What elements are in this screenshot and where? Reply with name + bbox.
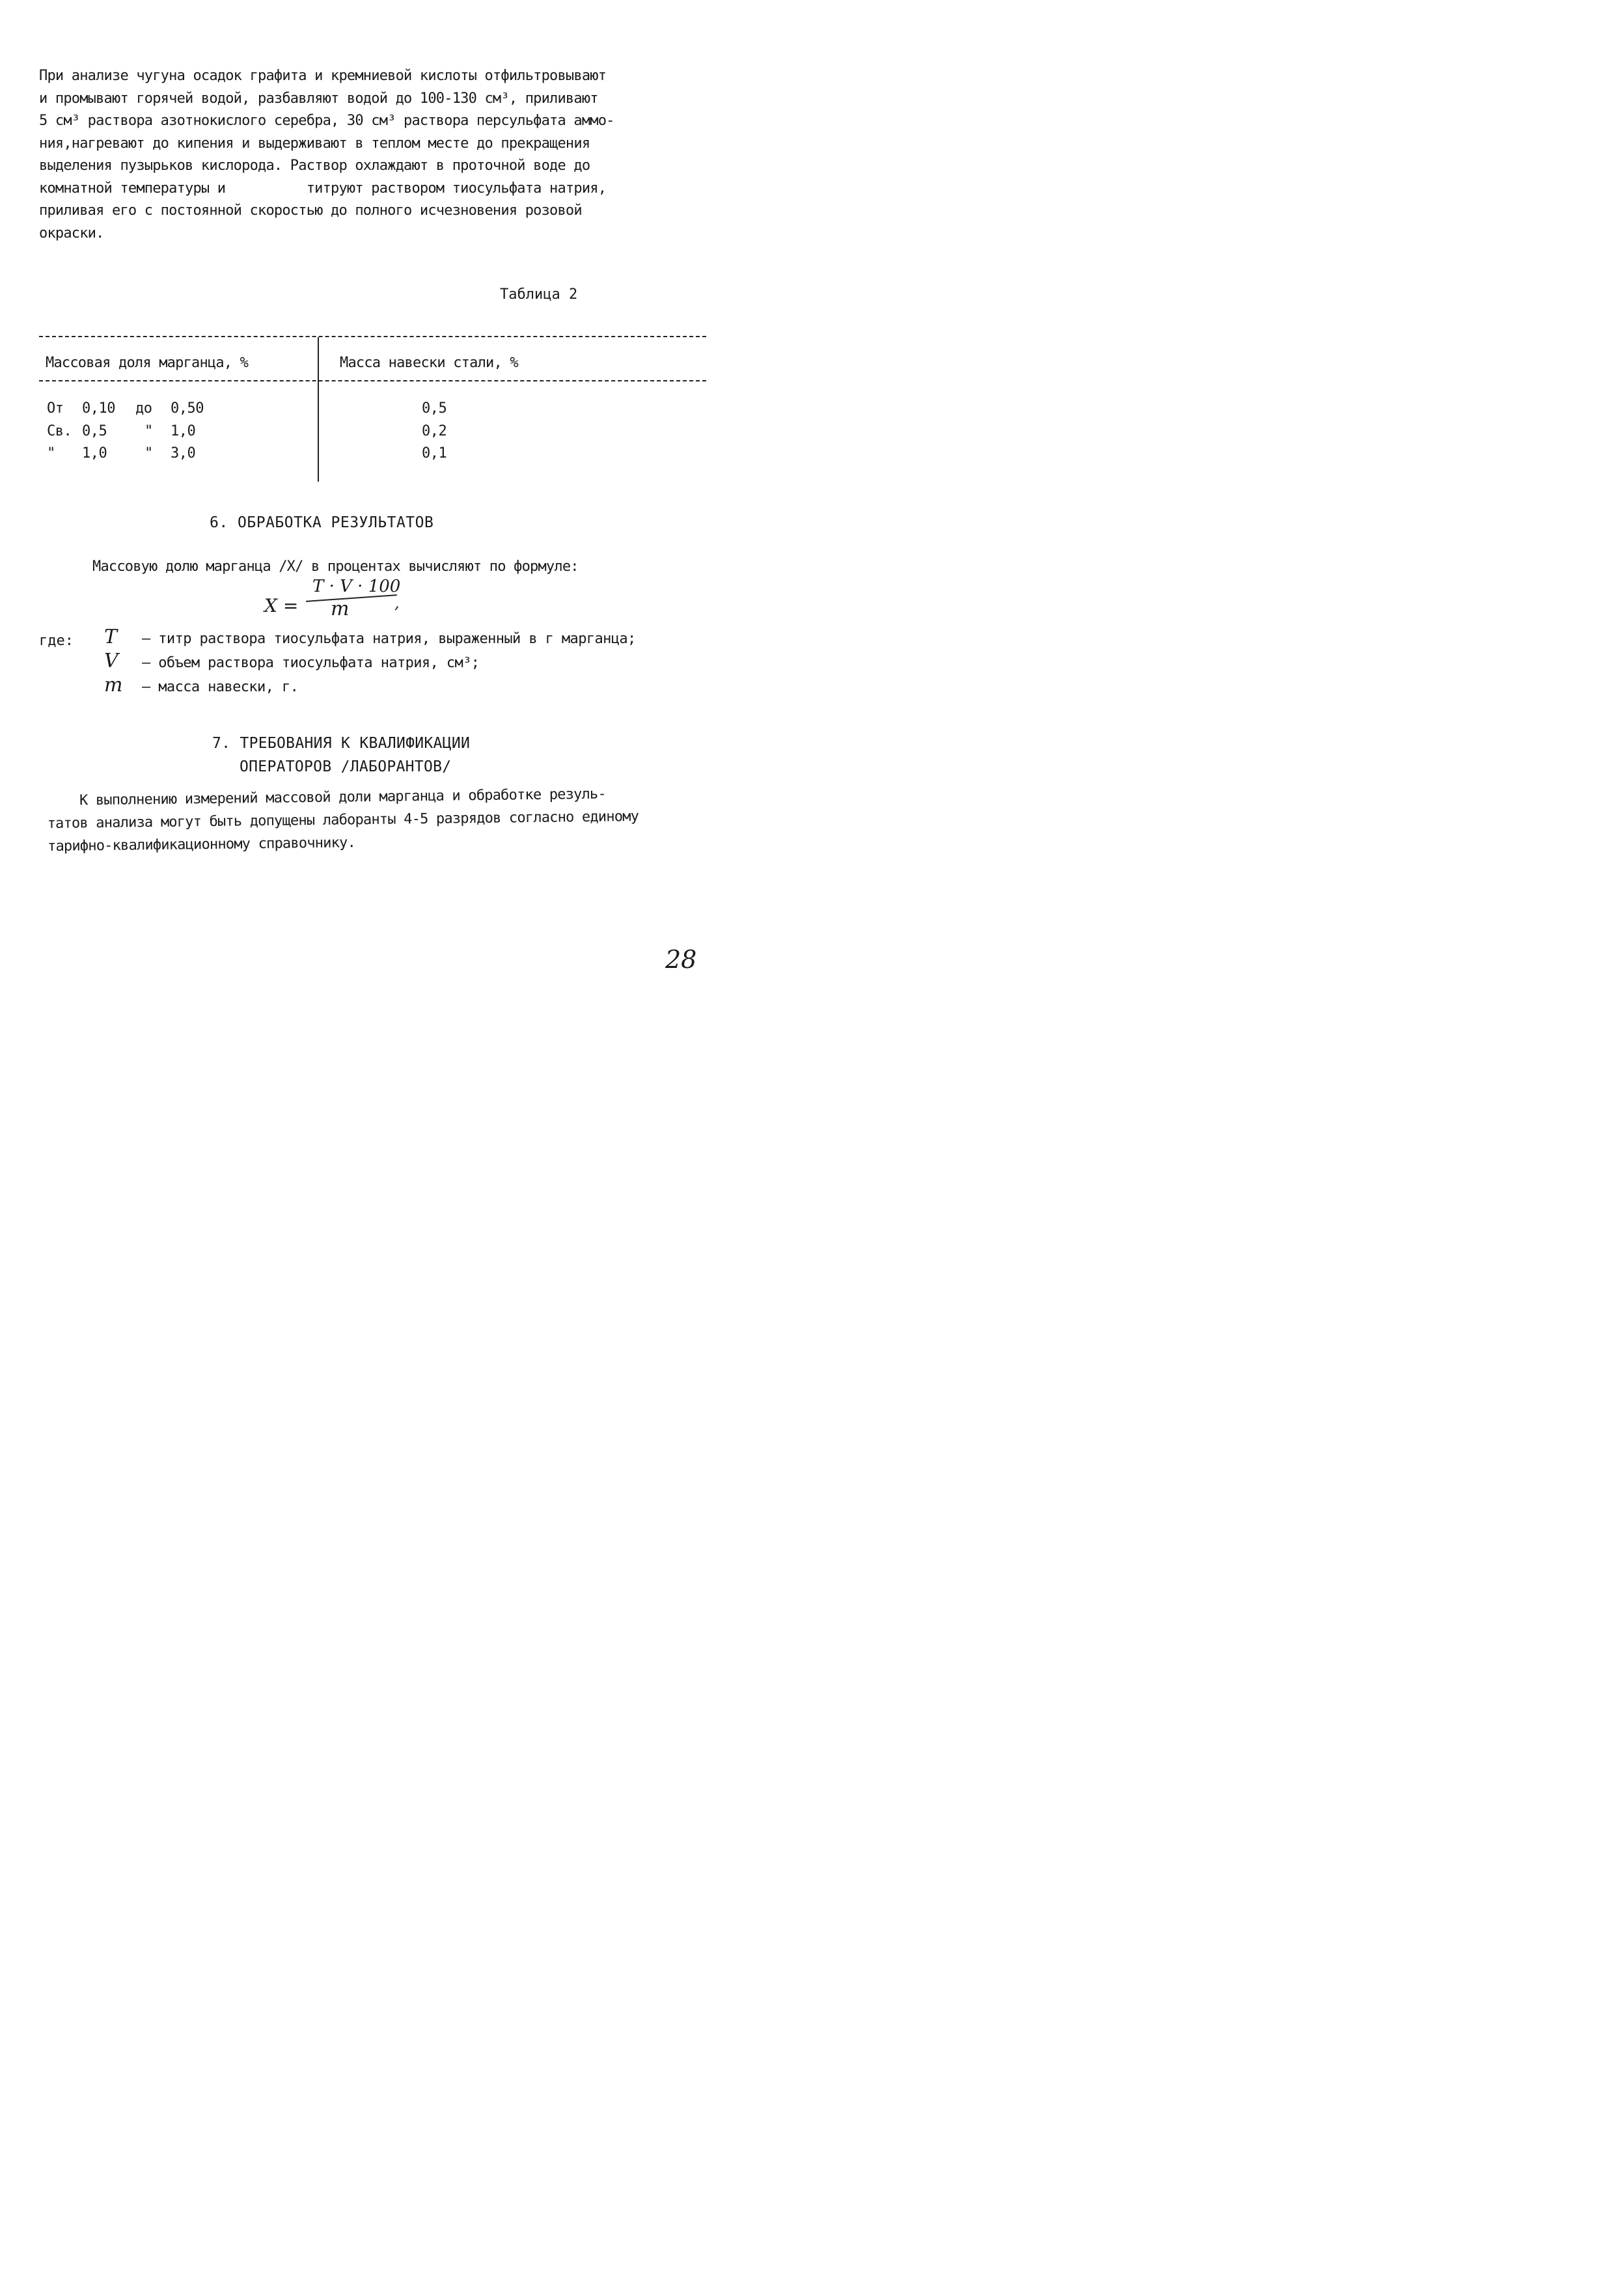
definition-item [104, 650, 636, 674]
definition-item [104, 626, 636, 650]
row-to: 1,0 [171, 423, 196, 439]
section-6-heading: 6. ОБРАБОТКА РЕЗУЛЬТАТОВ [210, 514, 434, 531]
row-prefix: От [47, 400, 64, 417]
text-line: тарифно-квалификационному справочнику. [47, 835, 356, 855]
section-7-paragraph [47, 782, 705, 858]
table-header-manganese: Массовая доля марганца, % [46, 355, 249, 371]
row-conj: " [145, 423, 153, 439]
table-header-rule [39, 380, 706, 381]
definition-symbol: V [104, 650, 118, 672]
formula-denominator: m [331, 598, 350, 620]
section-7-heading [212, 732, 470, 779]
text-line: и промывают горячей водой, разбавляют водой до 100-130 см³, приливают [39, 90, 598, 107]
row-conj: до [135, 400, 152, 417]
text-line: выделения пузырьков кислорода. Раствор охлаждают в проточной воде до [39, 158, 590, 174]
row-to: 3,0 [171, 445, 196, 462]
text-line: татов анализа могут быть допущены лаборанты 4-5 разрядов согласно единому [47, 808, 639, 832]
definitions-list [104, 626, 636, 698]
row-from: 1,0 [82, 445, 107, 462]
row-prefix: Св. [47, 423, 72, 439]
definition-symbol: T [104, 626, 117, 648]
section-7-heading-line: 7. ТРЕБОВАНИЯ К КВАЛИФИКАЦИИ [212, 735, 471, 752]
definition-text: – титр раствора тиосульфата натрия, выраженный в г марганца; [142, 631, 636, 647]
row-to: 0,50 [171, 400, 204, 417]
text-line: ния,нагревают до кипения и выдерживают в теплом месте до прекращения [39, 135, 590, 152]
row-mass: 0,1 [422, 445, 447, 462]
table-header-mass: Масса навески стали, % [340, 355, 518, 371]
row-from: 0,5 [82, 423, 107, 439]
text-line: 5 см³ раствора азотнокислого серебра, 30 см³ раствора персульфата аммо- [39, 113, 614, 129]
section-7-heading-line: ОПЕРАТОРОВ /ЛАБОРАНТОВ/ [240, 758, 452, 775]
text-line: К выполнению измерений массовой доли марганца и обработке резуль- [47, 786, 607, 809]
formula-numerator: T · V · 100 [312, 577, 401, 596]
definition-symbol: m [104, 674, 122, 697]
formula-tail: , [394, 594, 400, 612]
row-from: 0,10 [82, 400, 115, 417]
page-number: 28 [665, 945, 697, 974]
row-prefix: " [47, 445, 55, 462]
formula-intro: Массовую долю марганца /X/ в процентах вычисляют по формуле: [92, 559, 579, 575]
text-line: приливая его с постоянной скоростью до полного исчезновения розовой [39, 202, 582, 219]
definition-text: – объем раствора тиосульфата натрия, см³; [142, 655, 480, 671]
definition-item [104, 674, 636, 698]
formula-lhs: X = [264, 595, 299, 616]
where-label: где: [39, 633, 74, 649]
intro-paragraph [39, 65, 677, 245]
text-line: При анализе чугуна осадок графита и кремниевой кислоты отфильтровывают [39, 68, 607, 84]
row-conj: " [145, 445, 153, 462]
row-mass: 0,2 [422, 423, 447, 439]
row-mass: 0,5 [422, 400, 447, 417]
definition-text: – масса навески, г. [142, 679, 299, 695]
formula [260, 574, 417, 620]
text-line: комнатной температуры и титруют раствором тиосульфата натрия, [39, 180, 607, 197]
table-column-divider [318, 337, 319, 482]
text-line: окраски. [39, 225, 104, 241]
table-caption: Таблица 2 [500, 286, 578, 303]
table-top-rule [39, 336, 706, 337]
